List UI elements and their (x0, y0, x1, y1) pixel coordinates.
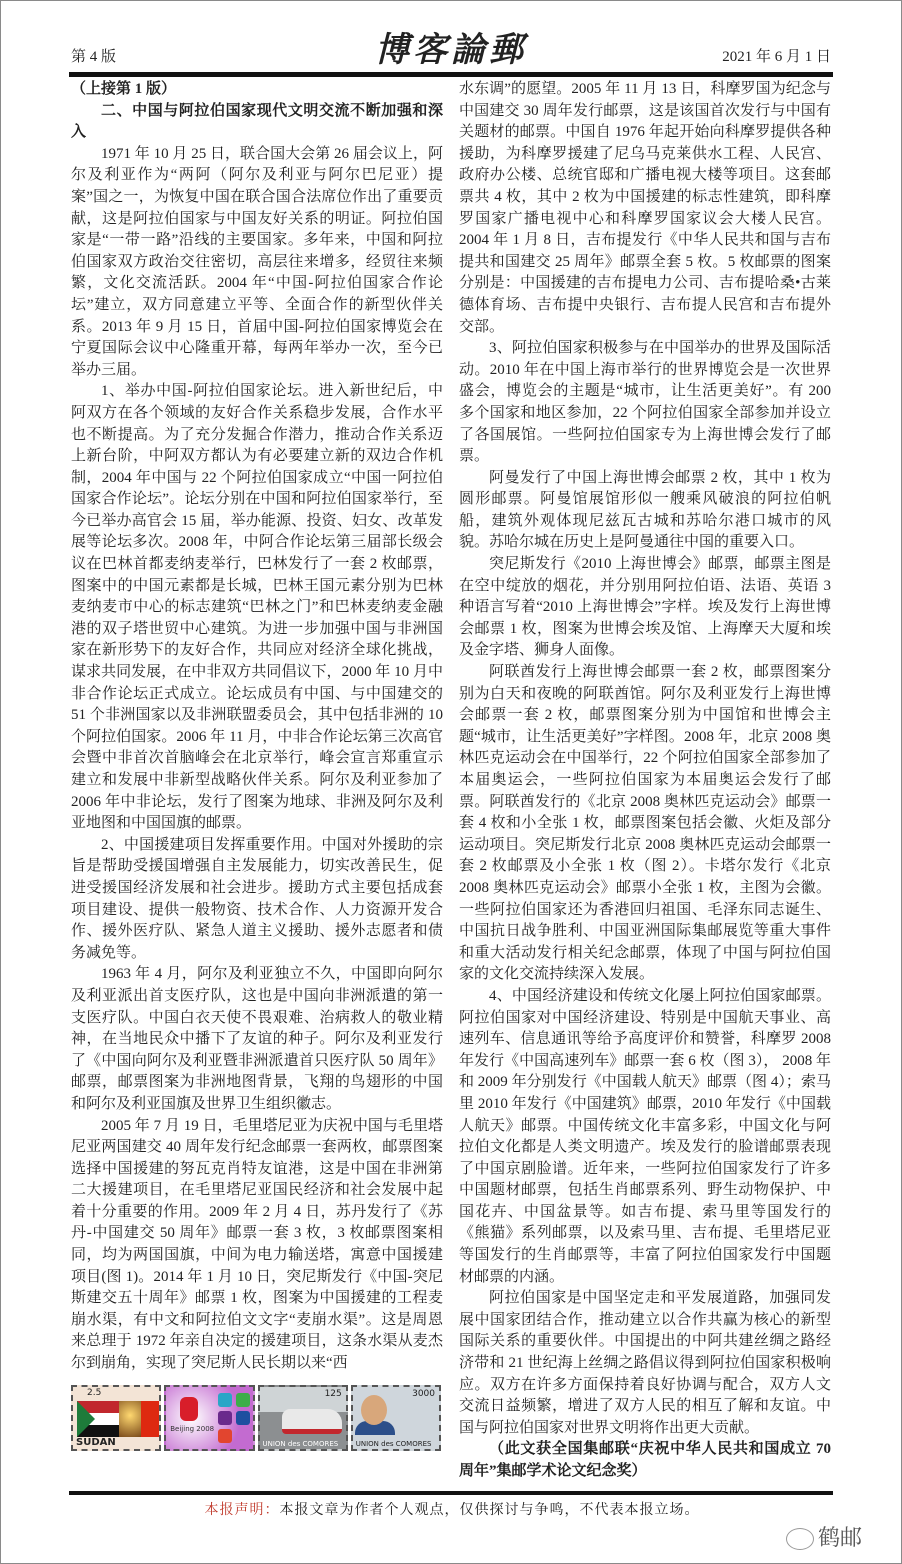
article-body (71, 79, 901, 1483)
paragraph: 2、中国援建项目发挥重要作用。中国对外援助的宗旨是帮助受援国增强自主发展能力，切实改善民生，促进受援国经济发展和社会进步。援助方式主要包括成套项目建设、提供一般物资、技术合作、人力资源开发合作、援外医疗队、紧急人道主义援助、援外志愿者和债务减免等。 (71, 836, 443, 961)
stamp-value: 2.5 (87, 1387, 102, 1398)
masthead-logo: 博客論郵 (375, 32, 527, 69)
disclaimer-text: 本报文章为作者个人观点，仅供探讨与争鸣，不代表本报立场。 (279, 1502, 700, 1518)
olympic-emblem-icon (180, 1397, 198, 1421)
paragraph-continuation: 水东调”的愿望。2005 年 11 月 13 日，科摩罗国为纪念与中国建交 30 周年发行邮票，这是该国首次发行与中国有关题材的邮票。中国自 1976 年起开始向科摩罗提供各种援助，为科摩罗援建了尼乌马克莱供水工程、人民宫、政府办公楼、总统官邸和广播电视大楼等项目。这套邮票共 4 枚，其中 2 枚为中国援建的标志性建筑，即科摩罗国家广播电视中心和科摩罗国家议会大楼人民宫。2004 年 1 月 8 日，吉布提发行《中华人民共和国与吉布提共和国建交 25 周年》邮票全套 5 枚。5 枚邮票的图案分别是：中国援建的吉布提电力公司、吉布提哈桑•古莱德体育场、吉布提中央银行、吉布提人民宫和吉布提外交部。 (459, 81, 831, 335)
train-image (282, 1409, 342, 1434)
paragraph: 1971 年 10 月 25 日，联合国大会第 26 届会议上，阿尔及利亚作为“两阿（阿尔及利亚与阿尔巴尼亚）提案”国之一，为恢复中国在联合国合法席位作出了重要贡献，这是阿拉伯国家与中国友好关系的明证。阿拉伯国家是“一带一路”沿线的主要国家。多年来，中国和阿拉伯国家双方政治交往密切，高层往来增多，经贸往来频繁，文化交流活跃。2004 年“中国-阿拉伯国家合作论坛”建立，双方同意建立平等、全面合作的新型伙伴关系。2013 年 9 月 15 日，首届中国-阿拉伯国家博览会在宁夏国际会议中心隆重开幕，每两年举办一次，至今已举办三届。 (71, 145, 443, 378)
footer-row (1, 1495, 901, 1563)
header-divider (69, 72, 833, 77)
disclaimer-label: 本报声明： (204, 1502, 280, 1518)
astronaut-portrait (361, 1395, 387, 1425)
sport-icon (236, 1393, 250, 1407)
stamp-label: Beijing 2008 (170, 1424, 215, 1433)
stamp-value: 3000 (412, 1388, 435, 1399)
edition-number: 第 4 版 (71, 49, 117, 65)
stamp-label: SUDAN (76, 1436, 116, 1448)
stamp-label: UNION des COMORES (262, 1439, 339, 1448)
stamp-label: UNION des COMORES (355, 1439, 432, 1448)
paragraph: 突尼斯发行《2010 上海世博会》邮票，邮票主图是在空中绽放的烟花，并分别用阿拉伯语、法语、英语 3 种语言写着“2010 上海世博会”字样。埃及发行上海世博会邮票 1 枚，图案为世博会埃及馆、上海摩天大厦和埃及金字塔、狮身人面像。 (459, 556, 831, 659)
article-left-column (71, 79, 443, 1451)
stamp-beijing-olympics (164, 1385, 254, 1451)
disclaimer (1, 1501, 902, 1521)
article-right-column (459, 79, 831, 1483)
issue-date: 2021 年 6 月 1 日 (722, 49, 831, 65)
continued-note: （上接第 1 版） (71, 81, 177, 97)
power-tower-image (119, 1401, 141, 1437)
stamp-comoros-train (258, 1385, 348, 1451)
sport-icon (218, 1393, 232, 1407)
watermark-text: 鹤邮 (818, 1525, 863, 1551)
stamp-sudan-china (71, 1385, 161, 1451)
paragraph: 4、中国经济建设和传统文化屡上阿拉伯国家邮票。阿拉伯国家对中国经济建设、特别是中国航天事业、高速列车、信息通讯等给予高度评价和赞誉，科摩罗 2008 年发行《中国高速列车》邮票一套 6 枚（图 3）， 2008 年和 2009 年分别发行《中国载人航天》邮票（图 4）；索马里 2010 年发行《中国建筑》邮票，2010 年发行《中国载人航天》邮票。中国传统文化丰富多彩，中国文化与阿拉伯文化都是人类文明遗产。埃及发行的脸谱邮票表现了中国京剧脸谱。近年来，一些阿拉伯国家发行了许多中国题材邮票，包括生肖邮票系列、野生动物保护、中国花卉、中国盆景等。如吉布提、索马里等国发行的《熊猫》系列邮票，以及索马里、吉布提、毛里塔尼亚等国发行的生肖邮票等，丰富了阿拉伯国家发行中国题材邮票的内涵。 (459, 987, 831, 1285)
sport-icon (218, 1429, 232, 1443)
stamp-value: 125 (324, 1388, 342, 1399)
sport-icon (236, 1411, 250, 1425)
paragraph: 阿曼发行了中国上海世博会邮票 2 枚，其中 1 枚为圆形邮票。阿曼馆展馆形似一艘乘风破浪的阿拉伯帆船，建筑外观体现尼兹瓦古城和苏哈尔港口城市的风貌。苏哈尔城在历史上是阿曼通往中国的重要入口。 (459, 469, 831, 551)
sudan-flag-triangle (77, 1401, 95, 1437)
paragraph: 1、举办中国-阿拉伯国家论坛。进入新世纪后，中阿双方在各个领域的友好合作关系稳步发展，合作水平也不断提高。为了充分发掘合作潜力，推动合作关系迈上新台阶，中阿双方都认为有必要建立新的双边合作机制，2004 年中国与 22 个阿拉伯国家成立“中国一阿拉伯国家合作论坛”。论坛分别在中国和阿拉伯国家举行，至今已举办高官会 15 届，举办能源、投资、妇女、改革发展等论坛多次。2008 年，中阿合作论坛第三届部长级会议在巴林首都麦纳麦举行，巴林发行了一套 2 枚邮票，图案中的中国元素都是长城，巴林王国元素分别为巴林麦纳麦市中心的标志建筑“巴林之门”和巴林麦纳麦金融港的双子塔世贸中心建筑。为进一步加强中国与非洲国家在新形势下的友好合作，共同应对经济全球化挑战，谋求共同发展，在中非双方共同倡议下，2000 年 10 月中非合作论坛正式成立。论坛成员有中国、与中国建交的 51 个非洲国家以及非洲联盟委员会，其中包括非洲的 10 个阿拉伯国家。2006 年 11 月，中非合作论坛第三次高官会暨中非首次首脑峰会在北京举行，峰会宣言郑重宣示建立和发展中非新型战略伙伴关系。阿尔及利亚参加了 2006 年中非论坛，发行了图案为地球、非洲及阿尔及利亚地图和中国国旗的邮票。 (71, 383, 443, 832)
paragraph: 阿拉伯国家是中国坚定走和平发展道路，加强同发展中国家团结合作，推动建立以合作共赢为核心的新型国际关系的重要伙伴。中国提出的中阿共建丝绸之路经济带和 21 世纪海上丝绸之路倡议得到阿拉伯国家积极响应。双方在许多方面保持着良好协调与配合，双方人文交流日益频繁，增进了双方人民的相互了解和友谊。中国与阿拉伯国家对世界文明将作出更大贡献。 (459, 1290, 831, 1436)
section-heading: 二、中国与阿拉伯国家现代文明交流不断加强和深入 (71, 102, 443, 141)
stamp-comoros-astronaut (351, 1385, 441, 1451)
sport-icon (218, 1411, 232, 1425)
wechat-icon (786, 1528, 814, 1550)
paragraph: 阿联酋发行上海世博会邮票一套 2 枚，邮票图案分别为白天和夜晚的阿联酋馆。阿尔及利亚发行上海世博会邮票一套 2 枚，邮票图案分别为中国馆和世博会主题“城市，让生活更美好”字样图。2008 年，北京 2008 奥林匹克运动会在中国举行，22 个阿拉伯国家全部参加了本届奥运会，一些阿拉伯国家为本届奥运会发行了邮票。阿联酋发行的《北京 2008 奥林匹克运动会》邮票一套 4 枚和小全张 1 枚，邮票图案包括会徽、火炬及部分运动项目。突尼斯发行北京 2008 奥林匹克运动会邮票一套 2 枚邮票及小全张 1 枚（图 2）。卡塔尔发行《北京 2008 奥林匹克运动会》邮票小全张 1 枚，主图为会徽。一些阿拉伯国家还为香港回归祖国、毛泽东同志诞生、中国抗日战争胜利、中国亚洲国际集邮展览等重大事件和重大活动发行相关纪念邮票，体现了中国与阿拉伯国家的文化交流持续深入发展。 (459, 664, 831, 983)
watermark (786, 1525, 862, 1553)
award-note: （此文获全国集邮联“庆祝中华人民共和国成立 70 周年”集邮学术论文纪念奖） (459, 1441, 831, 1479)
paragraph: 1963 年 4 月，阿尔及利亚独立不久，中国即向阿尔及利亚派出首支医疗队，这也是中国向非洲派遣的第一支医疗队。中国白衣天使不畏艰难、治病救人的敬业精神，在当地民众中播下了友谊的种子。阿尔及利亚发行了《中国向阿尔及利亚暨非洲派遣首只医疗队 50 周年》邮票，邮票图案为非洲地图背景，飞翔的鸟翅形的中国和阿尔及利亚国旗及世界卫生组织徽志。 (71, 966, 443, 1112)
china-flag (141, 1401, 161, 1437)
paragraph: 3、阿拉伯国家积极参与在中国举办的世界及国际活动。2010 年在中国上海市举行的世界博览会是一次世界盛会，博览会的主题是“城市，让生活更美好”。有 200 多个国家和地区参加，22 个阿拉伯国家全部参加并设立了各国展馆。一些阿拉伯国家专为上海世博会发行了邮票。 (459, 340, 831, 465)
paragraph: 2005 年 7 月 19 日，毛里塔尼亚为庆祝中国与毛里塔尼亚两国建交 40 周年发行纪念邮票一套两枚，邮票图案选择中国援建的努瓦克肖特友谊港，这是中国在非洲第二大援建项目，在毛里塔尼亚国民经济和社会发展中起着十分重要的作用。2009 年 2 月 4 日，苏丹发行了《苏丹-中国建交 50 周年》邮票一套 3 枚，3 枚邮票图案相同，均为两国国旗，中间为电力输送塔，寓意中国援建项目(图 1)。2014 年 1 月 10 日，突尼斯发行《中国-突尼斯建交五十周年》邮票 1 枚，图案为中国援建的工程麦崩水渠，有中文和阿拉伯文文字“麦崩水渠”。这是周恩来总理于 1972 年亲自决定的援建项目，这条水渠从麦杰尔到崩角，实现了突尼斯人民长期以来“西 (71, 1117, 443, 1372)
stamp-figures (71, 1385, 441, 1451)
page-header (1, 1, 901, 77)
